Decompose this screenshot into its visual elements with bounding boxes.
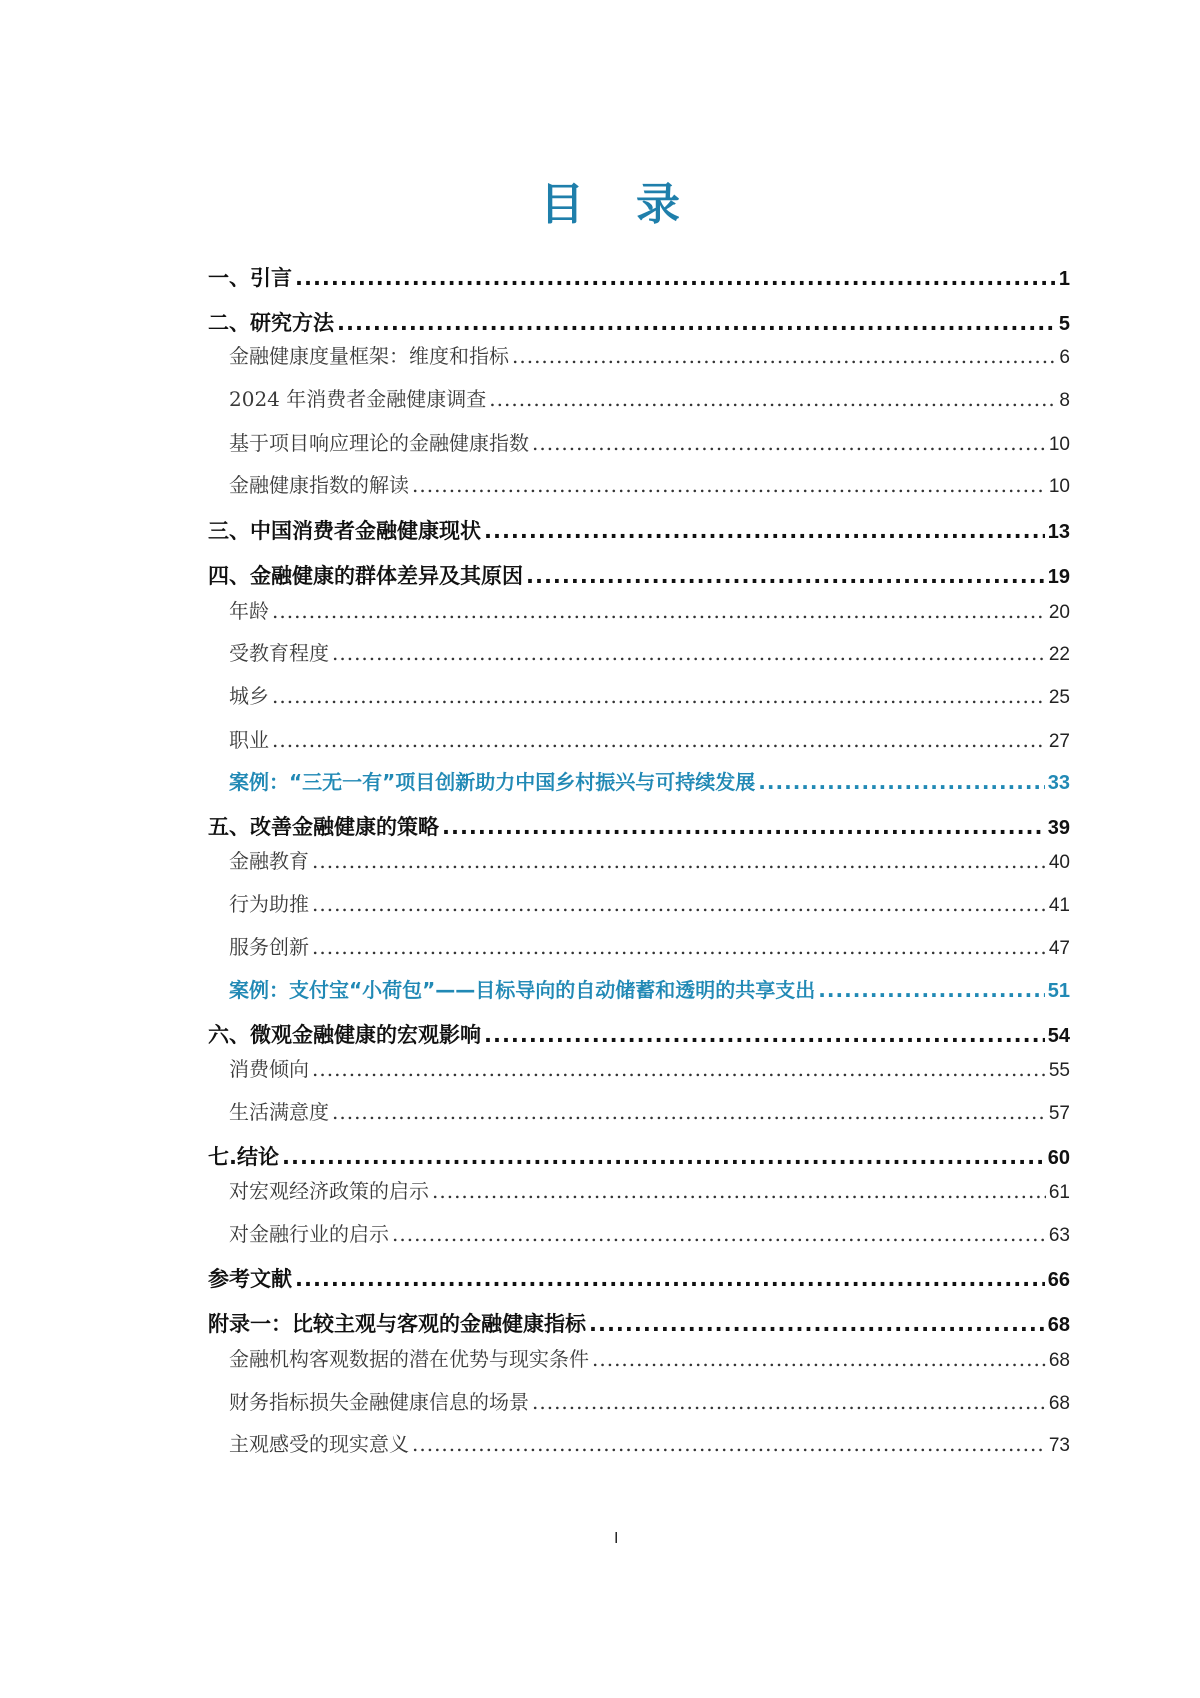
toc-entry-label: 金融机构客观数据的潜在优势与现实条件 [229, 1347, 589, 1371]
toc-section-entry[interactable] [229, 1053, 1070, 1082]
dot-leader [272, 599, 1046, 623]
toc-entry-label: 二、研究方法 [208, 311, 334, 335]
toc-entry-label: 一、引言 [208, 266, 292, 290]
dot-leader [758, 770, 1044, 794]
toc-section-entry[interactable] [229, 680, 1070, 709]
toc-entry-label: 三、中国消费者金融健康现状 [208, 519, 481, 543]
dot-leader [526, 564, 1045, 588]
dot-leader [532, 1390, 1046, 1414]
dot-leader [592, 1347, 1046, 1371]
toc-entry-label: 对宏观经济政策的启示 [229, 1179, 429, 1203]
toc-entry-page-number: 6 [1059, 347, 1070, 368]
dot-leader [432, 1179, 1046, 1203]
toc-entry-page-number: 22 [1048, 644, 1070, 665]
dot-leader [392, 1222, 1046, 1246]
toc-entry-label: 参考文献 [208, 1267, 292, 1291]
toc-entry-page-number: 54 [1047, 1025, 1070, 1047]
dot-leader [282, 1145, 1045, 1169]
toc-entry-page-number: 68 [1048, 1350, 1070, 1371]
toc-entry-page-number: 10 [1048, 476, 1070, 497]
toc-entry-label: 金融健康指数的解读 [229, 473, 409, 497]
toc-entry-page-number: 68 [1047, 1314, 1070, 1336]
toc-entry-label: 基于项目响应理论的金融健康指数 [229, 431, 529, 455]
toc-entry-label: 案例：“三无一有”项目创新助力中国乡村振兴与可持续发展 [229, 770, 756, 794]
toc-entry-page-number: 25 [1048, 687, 1070, 708]
toc-entry-label: 受教育程度 [229, 641, 329, 665]
dot-leader [332, 1100, 1046, 1124]
toc-section-entry[interactable] [229, 1343, 1070, 1372]
toc-entry-label: 城乡 [229, 684, 269, 708]
toc-entry-page-number: 41 [1048, 895, 1070, 916]
toc-section-entry[interactable] [229, 845, 1070, 874]
dot-leader [295, 1267, 1045, 1291]
toc-chapter-entry[interactable] [208, 307, 1070, 337]
toc-chapter-entry[interactable] [208, 1308, 1070, 1338]
toc-entry-label: 行为助推 [229, 892, 309, 916]
toc-entry-page-number: 60 [1047, 1147, 1070, 1169]
dot-leader [589, 1312, 1045, 1336]
toc-entry-label: 金融健康度量框架：维度和指标 [229, 344, 509, 368]
dot-leader [272, 728, 1046, 752]
toc-entry-label: 七.结论 [208, 1145, 279, 1169]
dot-leader [412, 1432, 1046, 1456]
dot-leader [332, 641, 1046, 665]
dot-leader [442, 815, 1045, 839]
toc-section-entry[interactable] [229, 637, 1070, 666]
toc-entry-page-number: 61 [1048, 1182, 1070, 1203]
toc-entry-page-number: 68 [1048, 1393, 1070, 1414]
toc-entry-page-number: 27 [1048, 731, 1070, 752]
toc-entry-label: 消费倾向 [229, 1057, 309, 1081]
dot-leader [412, 473, 1046, 497]
toc-entry-page-number: 51 [1047, 980, 1070, 1002]
dot-leader [312, 892, 1046, 916]
toc-entry-label: 六、微观金融健康的宏观影响 [208, 1023, 481, 1047]
toc-entry-label: 五、改善金融健康的策略 [208, 815, 439, 839]
toc-entry-label: 财务指标损失金融健康信息的场景 [229, 1390, 529, 1414]
toc-entry-page-number: 20 [1048, 602, 1070, 623]
dot-leader [312, 935, 1046, 959]
toc-entry-page-number: 10 [1048, 434, 1070, 455]
toc-chapter-entry[interactable] [208, 811, 1070, 841]
dot-leader [489, 387, 1056, 411]
toc-chapter-entry[interactable] [208, 262, 1070, 292]
dot-leader [484, 519, 1045, 543]
toc-chapter-entry[interactable] [208, 515, 1070, 545]
dot-leader [512, 344, 1056, 368]
toc-section-entry[interactable] [229, 1386, 1070, 1415]
toc-entry-page-number: 47 [1048, 938, 1070, 959]
toc-case-entry[interactable] [229, 766, 1070, 795]
toc-chapter-entry[interactable] [208, 560, 1070, 590]
toc-section-entry[interactable] [229, 888, 1070, 917]
toc-entry-label: 服务创新 [229, 935, 309, 959]
toc-section-entry[interactable] [229, 1096, 1070, 1125]
toc-chapter-entry[interactable] [208, 1019, 1070, 1049]
dot-leader [295, 266, 1056, 290]
toc-entry-page-number: 13 [1047, 521, 1070, 543]
toc-section-entry[interactable] [229, 340, 1070, 369]
dot-leader [818, 978, 1044, 1002]
toc-chapter-entry[interactable] [208, 1263, 1070, 1293]
toc-section-entry[interactable] [229, 595, 1070, 624]
dot-leader [337, 311, 1056, 335]
toc-entry-page-number: 40 [1048, 852, 1070, 873]
toc-entry-label: 附录一：比较主观与客观的金融健康指标 [208, 1312, 586, 1336]
toc-section-entry[interactable] [229, 724, 1070, 753]
toc-entry-page-number: 39 [1047, 817, 1070, 839]
dot-leader [484, 1023, 1045, 1047]
toc-entry-label: 2024 年消费者金融健康调查 [229, 387, 487, 411]
toc-entry-label: 生活满意度 [229, 1100, 329, 1124]
toc-section-entry[interactable] [229, 1218, 1070, 1247]
toc-entry-label: 四、金融健康的群体差异及其原因 [208, 564, 523, 588]
toc-section-entry[interactable] [229, 383, 1070, 412]
toc-case-entry[interactable] [229, 974, 1070, 1003]
toc-entry-page-number: 73 [1048, 1435, 1070, 1456]
page-number: I [614, 1530, 619, 1547]
toc-entry-label: 主观感受的现实意义 [229, 1432, 409, 1456]
toc-section-entry[interactable] [229, 427, 1070, 456]
toc-entry-page-number: 8 [1059, 390, 1070, 411]
dot-leader [272, 684, 1046, 708]
toc-section-entry[interactable] [229, 931, 1070, 960]
toc-entry-page-number: 19 [1047, 566, 1070, 588]
dot-leader [312, 849, 1046, 873]
toc-entry-label: 对金融行业的启示 [229, 1222, 389, 1246]
toc-entry-label: 职业 [229, 728, 269, 752]
toc-entry-page-number: 63 [1048, 1225, 1070, 1246]
toc-entry-page-number: 1 [1058, 268, 1070, 290]
toc-entry-label: 金融教育 [229, 849, 309, 873]
toc-entry-label: 案例：支付宝“小荷包”——目标导向的自动储蓄和透明的共享支出 [229, 978, 816, 1002]
toc-chapter-entry[interactable] [208, 1141, 1070, 1171]
dot-leader [532, 431, 1046, 455]
dot-leader [312, 1057, 1046, 1081]
toc-entry-page-number: 66 [1047, 1269, 1070, 1291]
toc-entry-label: 年龄 [229, 599, 269, 623]
toc-entry-page-number: 55 [1048, 1060, 1070, 1081]
toc-section-entry[interactable] [229, 469, 1070, 498]
toc-section-entry[interactable] [229, 1428, 1070, 1457]
page-title: 目录 [540, 179, 732, 230]
toc-entry-page-number: 33 [1047, 772, 1070, 794]
toc-entry-page-number: 5 [1058, 313, 1070, 335]
toc-section-entry[interactable] [229, 1175, 1070, 1204]
toc-entry-page-number: 57 [1048, 1103, 1070, 1124]
